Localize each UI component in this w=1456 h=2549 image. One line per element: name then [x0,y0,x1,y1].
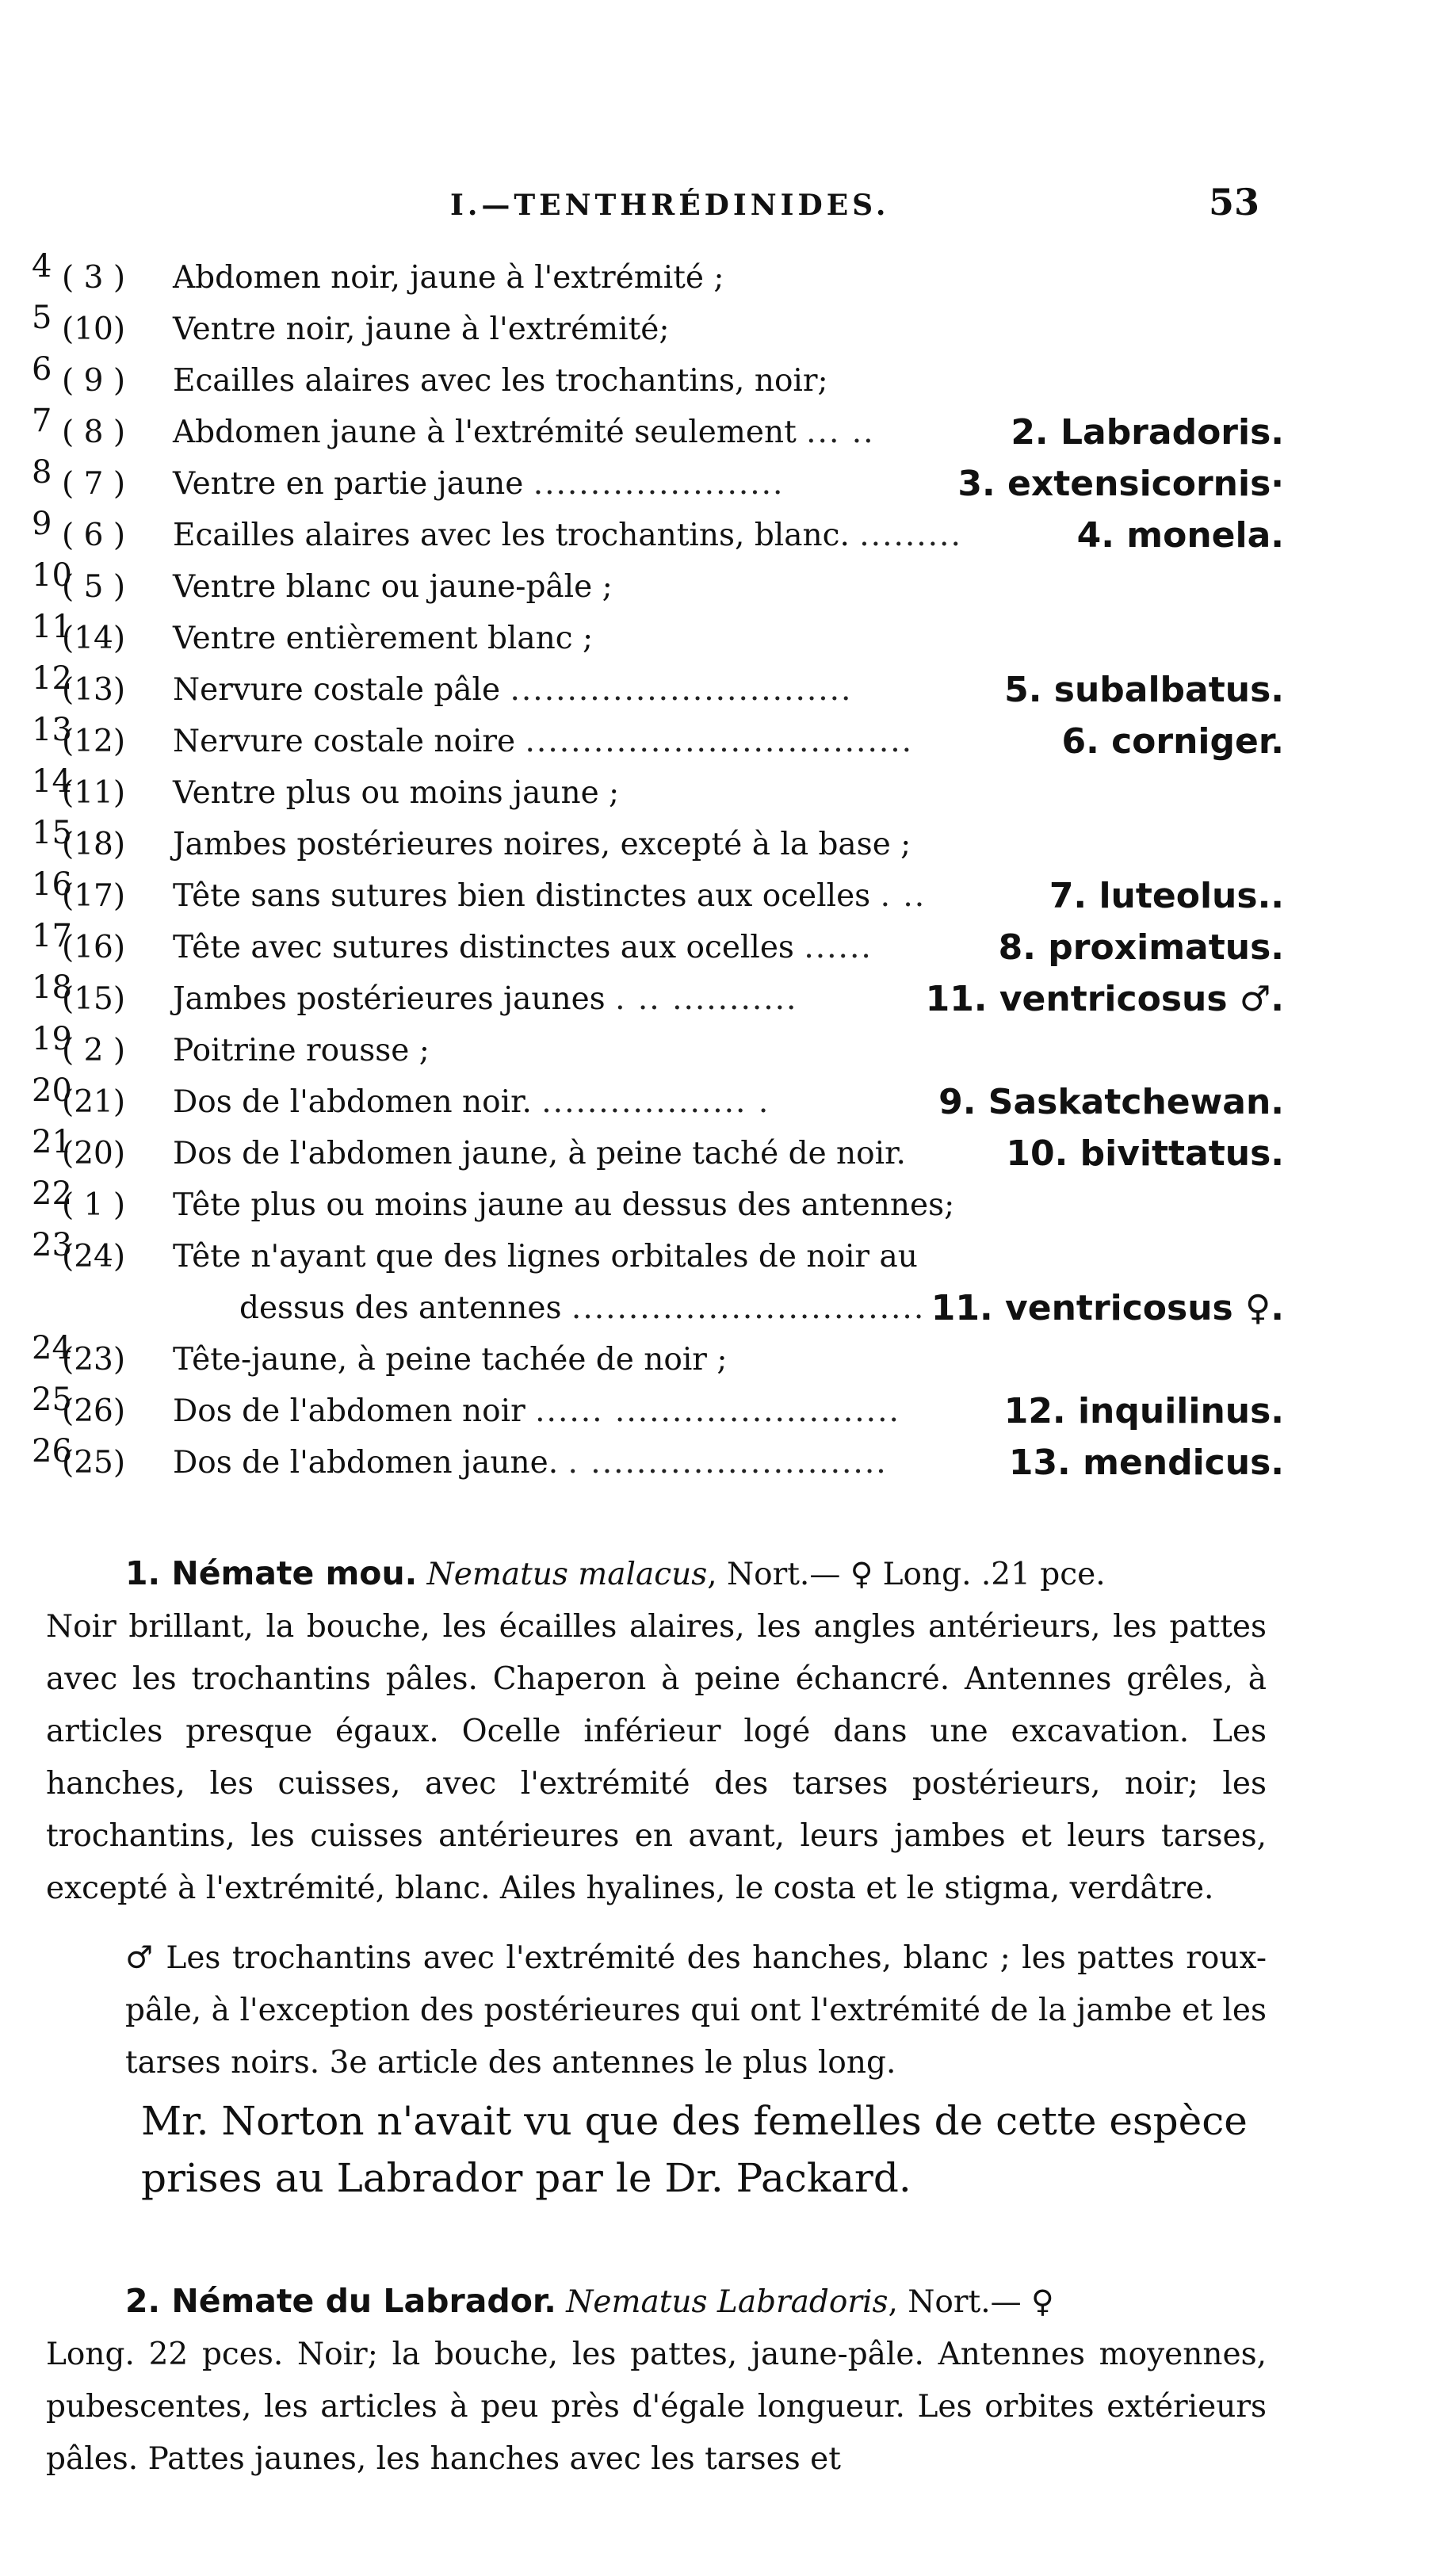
key-description [173,304,670,355]
key-couplet-number: 25 [32,1382,72,1418]
key-description [173,355,828,407]
key-row [32,557,1284,613]
key-description-text: Dos de l'abdomen noir. [173,1084,532,1120]
key-description-text: Tête avec sutures distinctes aux ocelles [173,930,794,965]
key-couplet-number: 23 [32,1227,72,1263]
key-couplet-reference: (14) [62,621,126,656]
remark-paragraph [46,2092,1267,2207]
key-row [32,866,1284,922]
key-couplet-number: 24 [32,1330,72,1366]
key-row [32,1330,1284,1385]
key-row [32,712,1284,767]
key-couplet-reference: (17) [62,878,126,914]
key-species-result: 6. corniger. [1061,721,1284,762]
key-row [32,815,1284,870]
key-description [173,1334,728,1385]
key-species-result: 12. inquilinus. [1003,1391,1284,1431]
key-leader-dots: . .......................... [567,1445,888,1481]
key-couplet-reference: (20) [62,1136,126,1171]
key-couplet-number: 11 [32,609,72,645]
key-description [173,458,784,510]
key-couplet-number: 13 [32,712,72,748]
key-couplet-reference: ( 5 ) [62,569,126,605]
key-couplet-reference: (26) [62,1393,126,1429]
key-couplet-reference: ( 7 ) [62,466,126,502]
key-couplet-number: 16 [32,866,72,903]
species-1-male-note: ♂ Les trochantins avec l'extrémité des hanches, blanc ; les pattes roux-pâle, à l'exception des postérieures qui ont l'extrémité de la jambe et les tarses noirs. 3e article des antennes le plus long. [125,1940,1267,2081]
species-1-body: Noir brillant, la bouche, les écailles alaires, les angles antérieurs, les pattes avec les trochantins pâles. Chaperon à peine échancré. Antennes grêles, à articles presque égaux. Ocelle inférieur logé dans une excavation. Les hanches, les cuisses, avec l'extrémité des tarses postérieurs, noir; les trochantins, les cuisses antérieures en avant, leurs jambes et leurs tarses, excepté à l'extrémité, blanc. Ailes hyalines, le costa et le stigma, verdâtre. [46,1609,1267,1906]
species-2-description [46,2275,1267,2486]
key-description [173,819,911,870]
key-row [32,1124,1284,1179]
key-leader-dots: ...... [804,930,873,965]
page-number: 53 [1209,181,1260,224]
remark-text: Mr. Norton n'avait vu que des femelles de cette espèce prises au Labrador par le Dr. Packard. [141,2098,1248,2201]
key-description [173,1128,906,1179]
key-couplet-number: 20 [32,1072,72,1109]
key-row [32,660,1284,716]
key-species-result: 13. mendicus. [1008,1443,1284,1483]
key-description-text: Abdomen jaune à l'extrémité seulement [173,415,797,450]
key-couplet-reference: ( 2 ) [62,1033,126,1068]
key-couplet-reference: (12) [62,724,126,759]
key-species-result: 5. subalbatus. [1004,670,1284,710]
key-description-text: Tête sans sutures bien distinctes aux ocelles [173,878,871,914]
key-couplet-number: 10 [32,557,72,594]
key-species-result: 4. monela. [1076,515,1284,556]
key-row [32,454,1284,510]
key-description-text: Tête-jaune, à peine tachée de noir ; [173,1342,728,1378]
key-row [32,1433,1284,1489]
key-couplet-reference: (10) [62,311,126,347]
key-description [173,767,619,819]
key-couplet-number: 6 [32,351,52,388]
key-couplet-reference: ( 9 ) [62,363,126,399]
key-description-text: Ventre noir, jaune à l'extrémité; [173,311,670,347]
key-description-text: dessus des antennes [239,1290,562,1326]
key-couplet-reference: ( 6 ) [62,518,126,553]
key-row [32,1175,1284,1231]
key-description [173,870,926,922]
key-couplet-reference: (16) [62,930,126,965]
key-description-text: Tête plus ou moins jaune au dessus des antennes; [173,1187,955,1223]
key-couplet-reference: ( 1 ) [62,1187,126,1223]
key-description-text: Jambes postérieures jaunes [173,981,606,1017]
species-2-latin-name: Nematus Labradoris [566,2284,889,2320]
key-description [173,407,875,458]
key-description [173,1179,954,1231]
key-couplet-reference: ( 8 ) [62,415,126,450]
key-description [173,1385,900,1437]
key-description-text: Ecailles alaires avec les trochantins, blanc. [173,518,850,553]
key-species-result: 8. proximatus. [998,927,1284,968]
key-couplet-number: 14 [32,763,72,800]
key-description-text: Ventre plus ou moins jaune ; [173,775,620,811]
key-row [32,403,1284,458]
key-couplet-number: 18 [32,969,72,1006]
key-row [32,351,1284,407]
key-leader-dots: ... .. [806,415,875,450]
running-title: I.—TENTHRÉDINIDES. [450,189,890,222]
key-row [32,1227,1284,1282]
key-description [173,716,913,767]
key-row [32,918,1284,973]
key-species-result: 2. Labradoris. [1011,412,1284,453]
key-description [239,1282,925,1334]
identification-key [32,248,1284,1489]
key-row [32,1282,1284,1334]
species-2-author-sex: , Nort.— ♀ [888,2284,1054,2320]
key-description-text: Dos de l'abdomen jaune, à peine taché de noir. [173,1136,906,1171]
key-couplet-reference: (11) [62,775,126,811]
species-2-body: Long. 22 pces. Noir; la bouche, les pattes, jaune-pâle. Antennes moyennes, pubescentes, les articles à peu près d'égale longueur. Les orbites extérieurs pâles. Pattes jaunes, les hanches avec les tarses et [46,2337,1267,2477]
species-1-author-size: , Nort.— ♀ Long. .21 pce. [707,1557,1106,1592]
key-row [32,506,1284,561]
key-row [32,609,1284,664]
key-row [32,1382,1284,1437]
key-leader-dots: .............................. [510,672,853,708]
key-leader-dots: ...... ......................... [535,1393,900,1429]
key-description-text: Abdomen noir, jaune à l'extrémité ; [173,260,724,296]
key-description [173,664,852,716]
key-description-text: Ventre entièrement blanc ; [173,621,594,656]
key-species-result: 7. luteolus.. [1049,876,1284,916]
key-row [32,300,1284,355]
key-couplet-number: 17 [32,918,72,954]
key-couplet-number: 5 [32,300,52,336]
key-leader-dots: .................................. [525,724,914,759]
species-1-heading-line [46,1547,1267,1601]
key-description [173,922,873,973]
key-row [32,1021,1284,1076]
key-description [173,1076,770,1128]
key-leader-dots: . .. ........... [615,981,798,1017]
key-description-text: Poitrine rousse ; [173,1033,430,1068]
key-species-result: 11. ventricosus ♀. [931,1288,1284,1328]
key-description [173,1231,918,1282]
key-description-text: Ventre blanc ou jaune-pâle ; [173,569,613,605]
key-leader-dots: .................. . [541,1084,770,1120]
key-couplet-number: 8 [32,454,52,491]
species-1-latin-name: Nematus malacus [426,1557,708,1592]
key-couplet-reference: (15) [62,981,126,1017]
species-1-description [46,1547,1267,2089]
key-description-text: Ventre en partie jaune [173,466,524,502]
key-species-result: 10. bivittatus. [1006,1133,1284,1174]
key-description-text: Ecailles alaires avec les trochantins, noir; [173,363,828,399]
key-leader-dots: ...................... [533,466,785,502]
key-species-result: 9. Saskatchewan. [938,1082,1284,1122]
key-description [173,1437,888,1489]
species-1-heading: 1. Némate mou. [125,1554,418,1592]
key-couplet-number: 12 [32,660,72,697]
key-couplet-reference: (13) [62,672,126,708]
key-couplet-reference: ( 3 ) [62,260,126,296]
key-description [173,973,797,1025]
key-description [173,252,724,304]
key-couplet-reference: (23) [62,1342,126,1378]
key-couplet-number: 15 [32,815,72,851]
key-description-text: Nervure costale noire [173,724,516,759]
species-2-heading: 2. Némate du Labrador. [125,2282,556,2320]
key-species-result: 11. ventricosus ♂. [925,979,1284,1019]
key-leader-dots: ............................... [571,1290,926,1326]
key-couplet-number: 26 [32,1433,72,1469]
key-couplet-number: 22 [32,1175,72,1212]
species-2-heading-line [46,2275,1267,2329]
key-couplet-reference: (18) [62,827,126,862]
key-row [32,1072,1284,1128]
key-description-text: Jambes postérieures noires, excepté à la base ; [173,827,911,862]
key-row [32,763,1284,819]
key-row [32,969,1284,1025]
key-couplet-number: 7 [32,403,52,439]
key-leader-dots: ......... [859,518,962,553]
key-description [173,1025,430,1076]
key-couplet-reference: (25) [62,1445,126,1481]
key-row [32,248,1284,304]
key-couplet-number: 19 [32,1021,72,1057]
key-species-result: 3. extensicornis· [957,464,1284,504]
key-description-text: Tête n'ayant que des lignes orbitales de noir au [173,1239,918,1274]
key-couplet-number: 4 [32,248,52,285]
key-couplet-reference: (21) [62,1084,126,1120]
key-description [173,510,962,561]
page-header [0,181,1456,236]
key-description [173,561,613,613]
key-description-text: Dos de l'abdomen noir [173,1393,525,1429]
key-couplet-number: 21 [32,1124,72,1160]
key-description [173,613,593,664]
key-description-text: Nervure costale pâle [173,672,501,708]
key-leader-dots: . .. [880,878,927,914]
key-couplet-reference: (24) [62,1239,126,1274]
key-description-text: Dos de l'abdomen jaune. [173,1445,559,1481]
key-couplet-number: 9 [32,506,52,542]
